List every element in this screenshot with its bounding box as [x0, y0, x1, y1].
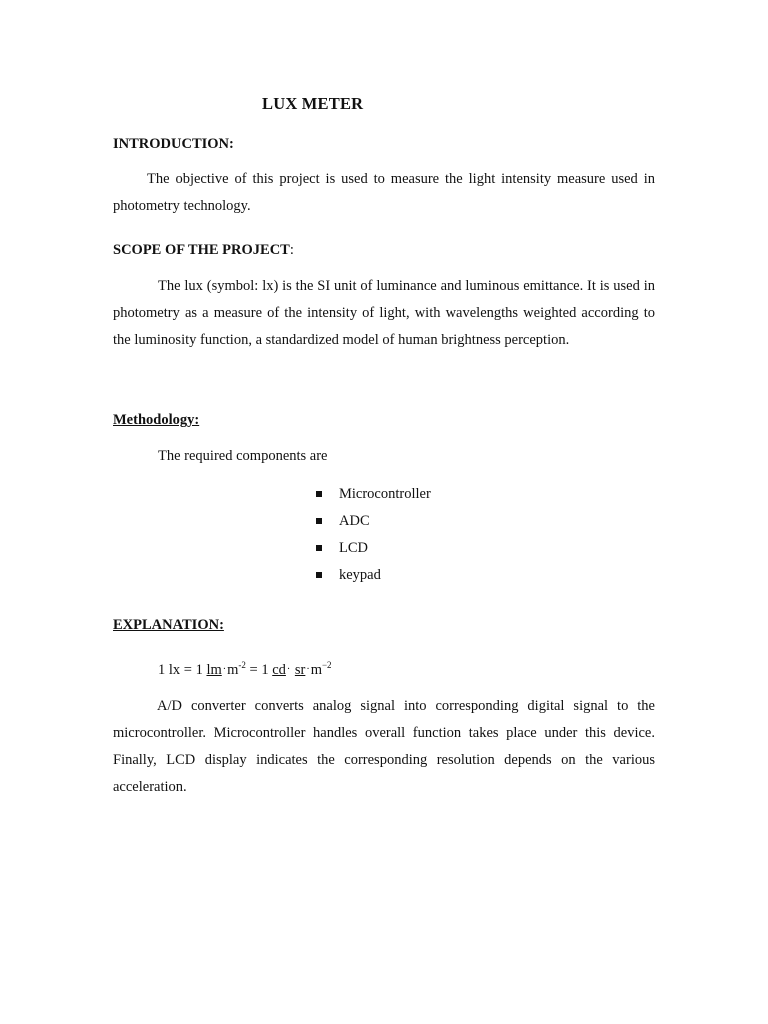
- explanation-paragraph: [113, 693, 655, 801]
- list-item: [316, 480, 431, 507]
- bullet-icon: [316, 572, 322, 578]
- introduction-paragraph: [113, 166, 655, 220]
- formula-equals: = 1: [245, 662, 273, 678]
- methodology-lead: The required components are: [158, 448, 328, 464]
- introduction-heading: INTRODUCTION:: [113, 136, 234, 152]
- formula-metre: m: [227, 662, 239, 678]
- introduction-text: The objective of this project is used to measure the light intensity measure used in photometry technology.: [113, 171, 655, 214]
- formula-exponent: -2: [238, 660, 246, 670]
- formula-candela: cd: [272, 662, 286, 678]
- component-label: ADC: [339, 512, 370, 529]
- component-label: Microcontroller: [339, 485, 431, 502]
- formula-lhs: 1 lx = 1: [158, 662, 207, 678]
- scope-heading-colon: :: [289, 242, 294, 258]
- scope-heading-text: SCOPE OF THE PROJECT: [113, 242, 290, 258]
- bullet-icon: [316, 518, 322, 524]
- component-label: LCD: [339, 539, 368, 556]
- methodology-heading: Methodology:: [113, 412, 200, 428]
- components-list: [316, 480, 431, 588]
- formula-metre: m: [310, 662, 322, 678]
- scope-heading: [113, 242, 294, 259]
- list-item: [316, 507, 431, 534]
- explanation-text: A/D converter converts analog signal into corresponding digital signal to the microcontroller. Microcontroller handles overall function takes place under this device. Finally, LCD display indicates the corresponding resolution depends on the various acceleration.: [113, 698, 655, 795]
- list-item: [316, 561, 431, 588]
- list-item: [316, 534, 431, 561]
- document-title: LUX METER: [262, 94, 364, 113]
- lux-formula: [158, 660, 332, 679]
- bullet-icon: [316, 491, 322, 497]
- formula-lumen: lm: [206, 662, 222, 678]
- scope-text: The lux (symbol: lx) is the SI unit of luminance and luminous emittance. It is used in photometry as a measure of the intensity of light, with wavelengths weighted according to the luminosity function, a standardized model of human brightness perception.: [113, 278, 655, 348]
- formula-exponent: −2: [321, 660, 332, 670]
- scope-paragraph: [113, 273, 655, 354]
- explanation-heading: EXPLANATION:: [113, 617, 224, 633]
- multiply-dot-icon: ·: [222, 664, 227, 675]
- multiply-dot-icon: ·: [286, 664, 291, 675]
- component-label: keypad: [339, 566, 381, 583]
- formula-steradian: sr: [294, 662, 306, 678]
- bullet-icon: [316, 545, 322, 551]
- multiply-dot-icon: ·: [306, 664, 310, 675]
